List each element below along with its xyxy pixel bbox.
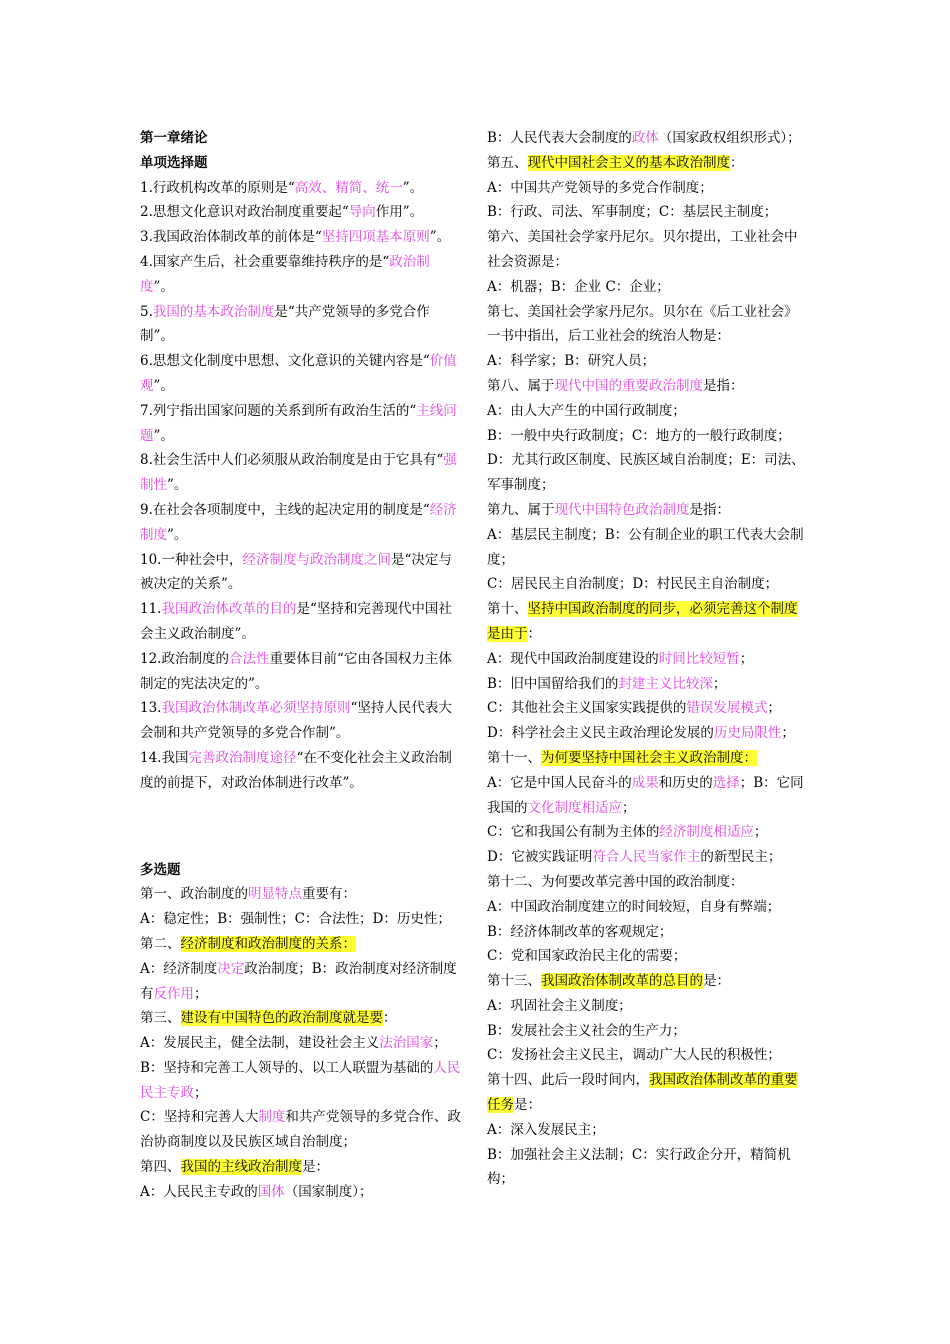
- text-segment: 第二、: [140, 935, 181, 952]
- emphasis-text: 强制性: [140, 452, 457, 494]
- text-segment: ”。: [402, 179, 424, 196]
- text-segment: 第十、: [487, 601, 528, 618]
- text-segment: 第十一、: [487, 749, 541, 766]
- text-segment: C：党和国家政治民主化的需要；: [487, 948, 687, 965]
- text-segment: 是“决定与被决定的关系”。: [140, 551, 452, 593]
- section-heading: [140, 858, 462, 883]
- text-line: [487, 944, 809, 969]
- text-segment: 是指：: [689, 501, 730, 518]
- left-column: [140, 126, 462, 1205]
- text-line: [487, 424, 809, 449]
- text-line: [140, 1006, 462, 1031]
- text-line: [487, 895, 809, 920]
- text-segment: B：一般中央行政制度；C：地方的一般行政制度；: [487, 427, 791, 444]
- text-line: [487, 448, 809, 498]
- emphasis-text: 政治制度: [140, 253, 430, 295]
- text-line: [487, 275, 809, 300]
- text-segment: ：: [527, 625, 541, 642]
- text-segment: A：由人大产生的中国行政制度；: [487, 402, 686, 419]
- text-segment: 8.社会生活中人们必须服从政治制度是由于它具有“: [140, 452, 444, 469]
- text-segment: ；: [767, 700, 781, 717]
- emphasis-text: 错误发展模式: [686, 700, 768, 717]
- emphasis-text: 经济制度: [140, 501, 457, 543]
- text-segment: ”。: [153, 377, 174, 394]
- emphasis-text: 国体: [257, 1183, 285, 1200]
- text-segment: 是：: [302, 1159, 329, 1176]
- text-segment: 第十三、: [487, 973, 541, 990]
- text-segment: A：深入发展民主；: [487, 1121, 605, 1138]
- text-line: [487, 572, 809, 597]
- text-segment: ；: [194, 985, 208, 1002]
- text-line: [487, 349, 809, 374]
- text-segment: A：机器；B：企业 C：企业；: [487, 278, 670, 295]
- text-line: [487, 399, 809, 424]
- text-segment: 是指：: [703, 377, 744, 394]
- text-segment: 是“共产党领导的多党合作制”。: [140, 303, 430, 345]
- text-line: [140, 1105, 462, 1155]
- text-segment: A：稳定性；B：强制性；C：合法性；D：历史性；: [140, 911, 451, 928]
- text-segment: 13.: [140, 700, 162, 717]
- text-line: [487, 1068, 809, 1118]
- emphasis-text: 我国的基本政治制度: [152, 303, 275, 320]
- text-segment: B：坚持和完善工人领导的、以工人联盟为基础的: [140, 1059, 434, 1076]
- text-line: [140, 548, 462, 598]
- text-segment: 14.我国: [140, 749, 189, 766]
- text-line: [487, 523, 809, 573]
- right-column: [487, 126, 809, 1192]
- text-segment: A：现代中国政治制度建设的: [487, 650, 659, 667]
- text-segment: 和共产党领导的多党合作、政治协商制度以及民族区域自治制度；: [140, 1109, 461, 1151]
- text-segment: D：科学社会主义民主政治理论发展的: [487, 725, 714, 742]
- text-segment: ；: [433, 1035, 447, 1052]
- section-heading: [140, 151, 462, 176]
- text-segment: 第四、: [140, 1159, 181, 1176]
- text-segment: 10.一种社会中，: [140, 551, 243, 568]
- text-line: [487, 1019, 809, 1044]
- text-line: [140, 1031, 462, 1056]
- text-segment: 第一、政治制度的: [140, 886, 248, 903]
- highlighted-text: 现代中国社会主义的基本政治制度: [527, 154, 730, 171]
- text-segment: ”。: [167, 526, 188, 543]
- text-line: [487, 721, 809, 746]
- text-line: [140, 225, 462, 250]
- text-line: [487, 374, 809, 399]
- emphasis-text: 经济制度与政治制度之间: [242, 551, 391, 568]
- emphasis-text: 制度: [258, 1109, 286, 1126]
- text-line: [140, 176, 462, 201]
- text-segment: A：巩固社会主义制度；: [487, 997, 632, 1014]
- text-segment: 第一章绪论: [140, 130, 208, 146]
- text-segment: ”。: [153, 278, 174, 295]
- section-heading: [140, 126, 462, 151]
- text-segment: （国家制度）；: [284, 1183, 373, 1200]
- text-segment: 第七、美国社会学家丹尼尔。贝尔在《后工业社会》一书中指出，后工业社会的统治人物是：: [487, 303, 798, 345]
- emphasis-text: 历史局限性: [713, 725, 782, 742]
- text-line: [140, 957, 462, 1007]
- text-line: [487, 300, 809, 350]
- highlighted-text: 坚持中国政治制度的同步，必须完善这个制度是由于: [487, 601, 798, 642]
- text-segment: 是：: [703, 973, 730, 990]
- text-line: [487, 151, 809, 176]
- text-segment: 重要体目前“它由各国权力主体制定的宪法决定的”。: [140, 650, 452, 692]
- emphasis-text: 选择: [712, 774, 740, 791]
- text-segment: 第十二、为何要改革完善中国的政治制度：: [487, 873, 744, 890]
- emphasis-text: 现代中国的重要政治制度: [554, 377, 703, 394]
- emphasis-text: 现代中国特色政治制度: [554, 501, 690, 518]
- text-line: [140, 448, 462, 498]
- text-segment: C：坚持和完善人大: [140, 1109, 259, 1126]
- emphasis-text: 经济制度相适应: [659, 824, 754, 841]
- text-segment: ：: [730, 154, 744, 171]
- text-segment: A：中国政治制度建立的时间较短，自身有弊端；: [487, 898, 781, 915]
- text-line: [487, 696, 809, 721]
- text-segment: ；: [194, 1084, 208, 1101]
- text-line: [140, 498, 462, 548]
- text-line: [140, 200, 462, 225]
- text-segment: D：尤其行政区制度、民族区域自治制度；E：司法、军事制度；: [487, 452, 805, 494]
- text-segment: 第十四、此后一段时间内，: [487, 1072, 649, 1089]
- text-line: [140, 1180, 462, 1205]
- section-spacer: [140, 796, 462, 858]
- emphasis-text: 我国政治体改革的目的: [161, 601, 297, 618]
- text-segment: A：人民民主专政的: [140, 1183, 258, 1200]
- text-line: [140, 907, 462, 932]
- text-line: [140, 349, 462, 399]
- text-segment: 第八、属于: [487, 377, 555, 394]
- highlighted-text: 建设有中国特色的政治制度就是要: [180, 1010, 383, 1027]
- text-segment: 和历史的: [658, 774, 713, 791]
- text-segment: （国家政权组织形式）；: [658, 130, 801, 146]
- text-segment: B：经济体制改革的客观规定；: [487, 923, 673, 940]
- text-segment: 第三、: [140, 1010, 181, 1027]
- text-segment: 6.思想文化制度中思想、文化意识的关键内容是“: [140, 353, 430, 370]
- text-segment: 是：: [514, 1097, 541, 1114]
- text-segment: ；: [781, 725, 795, 742]
- text-segment: 3.我国政治体制改革的前体是“: [140, 229, 322, 246]
- text-line: [140, 250, 462, 300]
- emphasis-text: 反作用: [153, 985, 194, 1002]
- text-line: [487, 597, 809, 647]
- emphasis-text: 文化制度相适应: [527, 799, 622, 816]
- emphasis-text: 合法性: [228, 650, 270, 667]
- text-segment: C：其他社会主义国家实践提供的: [487, 700, 687, 717]
- text-segment: ”。: [429, 229, 451, 246]
- text-segment: C：发扬社会主义民主，调动广大人民的积极性；: [487, 1047, 781, 1064]
- emphasis-text: 法治国家: [379, 1035, 434, 1052]
- emphasis-text: 高效、精简、统一: [294, 179, 403, 196]
- highlighted-text: 我国的主线政治制度: [180, 1159, 302, 1176]
- text-segment: 第九、属于: [487, 501, 555, 518]
- text-line: [487, 176, 809, 201]
- text-line: [140, 882, 462, 907]
- text-line: [140, 1155, 462, 1180]
- text-segment: 7.列宁指出国家问题的关系到所有政治生活的“: [140, 402, 417, 419]
- text-line: [487, 820, 809, 845]
- emphasis-text: 成果: [631, 774, 659, 791]
- text-segment: “在不变化社会主义政治制度的前提下，对政治体制进行改革”。: [140, 749, 452, 791]
- text-line: [140, 597, 462, 647]
- text-segment: A：科学家；B：研究人员；: [487, 353, 656, 370]
- text-segment: A：中国共产党领导的多党合作制度；: [487, 179, 713, 196]
- text-segment: 第六、美国社会学家丹尼尔。贝尔提出，工业社会中社会资源是：: [487, 229, 798, 270]
- text-line: [140, 1056, 462, 1106]
- text-line: [487, 994, 809, 1019]
- text-segment: ”。: [153, 427, 174, 444]
- text-segment: 9.在社会各项制度中，主线的起决定用的制度是“: [140, 501, 430, 518]
- text-line: [487, 225, 809, 275]
- text-line: [487, 647, 809, 672]
- highlighted-text: 为何要坚持中国社会主义政治制度：: [541, 749, 757, 766]
- text-segment: 作用”。: [375, 204, 424, 221]
- text-segment: 政治制度；B：政治制度对经济制度有: [140, 960, 457, 1002]
- text-segment: B：人民代表大会制度的: [487, 130, 632, 146]
- text-segment: ；: [712, 675, 727, 692]
- text-segment: 单项选择题: [140, 154, 208, 171]
- text-line: [487, 200, 809, 225]
- text-segment: 是“坚持和完善现代中国社会主义政治制度”。: [140, 601, 452, 642]
- text-line: [140, 300, 462, 350]
- text-segment: 多选题: [140, 861, 181, 878]
- text-segment: ：: [383, 1010, 397, 1027]
- text-segment: B：行政、司法、军事制度；C：基层民主制度；: [487, 204, 778, 221]
- text-line: [487, 969, 809, 994]
- text-line: [487, 870, 809, 895]
- text-segment: 12.政治制度的: [140, 650, 229, 667]
- emphasis-text: 符合人民当家作主: [592, 849, 701, 866]
- text-segment: ”。: [167, 477, 188, 494]
- text-segment: A：基层民主制度；B：公有制企业的职工代表大会制度；: [487, 526, 804, 568]
- text-segment: B：发展社会主义社会的生产力；: [487, 1022, 686, 1039]
- text-segment: “坚持人民代表大会制和共产党领导的多党合作制”。: [140, 700, 452, 742]
- text-segment: A：它是中国人民奋斗的: [487, 774, 632, 791]
- text-segment: B：旧中国留给我们的: [487, 675, 619, 692]
- text-line: [487, 920, 809, 945]
- text-segment: ；: [739, 650, 754, 667]
- emphasis-text: 主线问题: [140, 402, 457, 444]
- text-segment: C：居民民主自治制度；D：村民民主自治制度；: [487, 576, 779, 593]
- text-line: [140, 696, 462, 746]
- emphasis-text: 人民民主专政: [140, 1059, 461, 1101]
- text-segment: ；B：它同我国的: [487, 774, 804, 816]
- text-line: [487, 672, 809, 697]
- text-segment: 的新型民主；: [700, 849, 782, 866]
- emphasis-text: 我国政治体制改革必须坚持原则: [161, 700, 351, 717]
- text-segment: A：经济制度: [140, 960, 218, 977]
- emphasis-text: 坚持四项基本原则: [321, 229, 430, 246]
- text-segment: C：它和我国公有制为主体的: [487, 824, 660, 841]
- text-segment: 1.行政机构改革的原则是“: [140, 179, 295, 196]
- emphasis-text: 价值观: [140, 353, 457, 394]
- emphasis-text: 政体: [631, 130, 659, 146]
- text-segment: 第五、: [487, 154, 528, 171]
- text-line: [487, 1143, 809, 1193]
- highlighted-text: 我国政治体制改革的总目的: [541, 973, 703, 990]
- text-line: [140, 746, 462, 796]
- text-segment: 重要有：: [302, 886, 356, 903]
- text-line: [487, 1118, 809, 1143]
- text-line: [140, 647, 462, 697]
- emphasis-text: 决定: [217, 960, 245, 977]
- emphasis-text: 明显特点: [248, 886, 302, 903]
- text-line: [487, 498, 809, 523]
- text-segment: B：加强社会主义法制；C：实行政企分开，精简机构；: [487, 1146, 791, 1188]
- emphasis-text: 导向: [348, 204, 376, 221]
- highlighted-text: 经济制度和政治制度的关系：: [180, 935, 356, 952]
- text-line: [140, 932, 462, 957]
- text-segment: ；: [753, 824, 768, 841]
- emphasis-text: 时间比较短暂: [658, 650, 740, 667]
- emphasis-text: 封建主义比较深: [618, 675, 713, 692]
- text-segment: 11.: [140, 601, 162, 618]
- text-line: [487, 1043, 809, 1068]
- text-segment: D：它被实践证明: [487, 849, 593, 866]
- text-line: [487, 771, 809, 821]
- text-segment: ；: [622, 799, 636, 816]
- text-segment: A：发展民主，健全法制，建设社会主义: [140, 1035, 380, 1052]
- text-segment: 2.思想文化意识对政治制度重要起“: [140, 204, 349, 221]
- text-segment: 5.: [140, 303, 153, 320]
- text-line: [140, 399, 462, 449]
- highlighted-text: 我国政治体制改革的重要任务: [487, 1072, 798, 1114]
- emphasis-text: 完善政治制度途径: [188, 749, 297, 766]
- text-line: [487, 126, 809, 151]
- text-line: [487, 845, 809, 870]
- text-segment: 4.国家产生后，社会重要靠维持秩序的是“: [140, 253, 390, 270]
- text-line: [487, 746, 809, 771]
